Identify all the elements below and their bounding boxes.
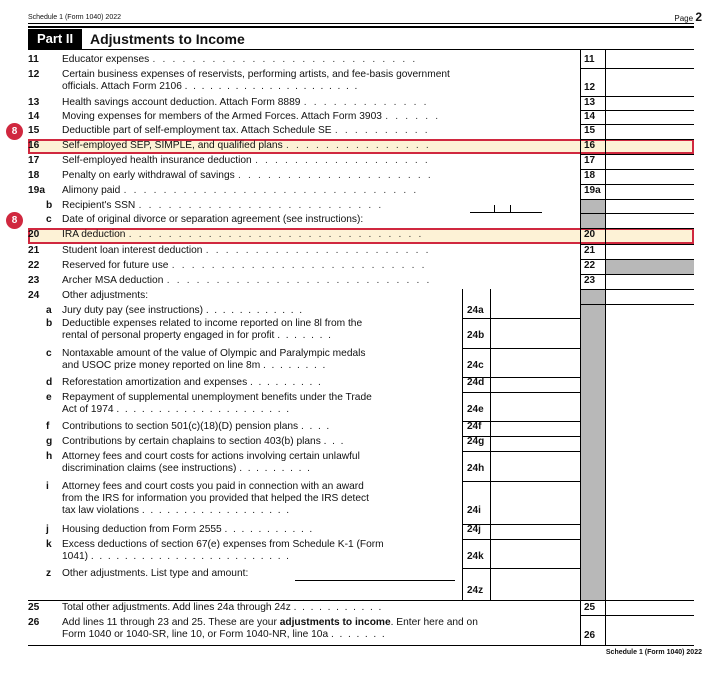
subline-text: Excess deductions of section 67(e) expenses from Schedule K-1 (Form: [62, 539, 384, 550]
line-box-number: 11: [584, 54, 595, 65]
subline-text: Contributions to section 501(c)(18)(D) pension plans . . . .: [62, 421, 330, 432]
form-subline: [28, 421, 694, 436]
subline-amount-field-24g[interactable]: [491, 436, 579, 450]
subline-box-number: 24g: [467, 436, 485, 447]
amount-field-18[interactable]: [606, 169, 694, 183]
form-subline: [28, 451, 694, 481]
line-text: IRA deduction . . . . . . . . . . . . . . . . . . . . . . . . . . . . . .: [62, 229, 422, 240]
line-number: 14: [28, 111, 40, 122]
line-box-number: 18: [584, 170, 596, 181]
leader-dots: . . . . . . . . . . . . . . . . . .: [251, 155, 429, 166]
line-box-number: 12: [584, 82, 596, 93]
line-box-number: 17: [584, 155, 596, 166]
amount-field-20[interactable]: [606, 228, 694, 243]
line-text: Student loan interest deduction . . . . . . . . . . . . . . . . . . . . . . .: [62, 245, 429, 256]
form-line: [28, 229, 694, 245]
line-number: 18: [28, 170, 40, 181]
line-number: 22: [28, 260, 40, 271]
other-adjustments-write-in[interactable]: [295, 580, 455, 581]
part-title: Adjustments to Income: [90, 31, 245, 47]
line-number: 24: [28, 290, 40, 301]
line-number: 12: [28, 69, 40, 80]
line-text: Recipient's SSN . . . . . . . . . . . . . . . . . . . . . . . . .: [62, 200, 382, 211]
subline-text: Act of 1974 . . . . . . . . . . . . . . . . . . . . .: [62, 404, 290, 415]
subline-box-number: 24j: [467, 524, 481, 535]
subline-amount-field-24j[interactable]: [491, 524, 579, 538]
subline-box-number: 24i: [467, 505, 481, 516]
subline-letter: c: [46, 348, 52, 359]
subline-letter: d: [46, 377, 53, 388]
subline-text: from the IRS for information you provided that helped the IRS detect: [62, 493, 369, 504]
subline-text: Attorney fees and court costs for actions involving certain unlawful: [62, 451, 360, 462]
line-box-number: 20: [584, 229, 596, 240]
line-text-cont: officials. Attach Form 2106 . . . . . . . . . . . . . . . . . . . . .: [62, 81, 358, 92]
line-number: 26: [28, 617, 40, 628]
subline-amount-field-24c[interactable]: [491, 348, 579, 376]
subline-box-number: 24d: [467, 377, 485, 388]
line-text: Deductible part of self-employment tax. Attach Schedule SE . . . . . . . . . .: [62, 125, 429, 136]
subline-text: Attorney fees and court costs you paid in connection with an award: [62, 481, 364, 492]
line-number: 23: [28, 275, 40, 286]
subline-text: Housing deduction from Form 2555 . . . . . . . . . . .: [62, 524, 313, 535]
subline-box-number: 24k: [467, 551, 484, 562]
line-text: Health savings account deduction. Attach Form 8889 . . . . . . . . . . . . .: [62, 97, 427, 108]
subline-text: Nontaxable amount of the value of Olympic and Paralympic medals: [62, 348, 366, 359]
line-text: Self-employed SEP, SIMPLE, and qualified plans . . . . . . . . . . . . . . .: [62, 140, 430, 151]
form-subline: [28, 348, 694, 377]
subline-box-number: 24h: [467, 463, 485, 474]
subline-text: discrimination claims (see instructions) . . . . . . . . .: [62, 463, 310, 474]
form-footer: Schedule 1 (Form 1040) 2022: [605, 649, 702, 656]
leader-dots: . . . . . . . . . . . . . . .: [282, 140, 430, 151]
form-line: [28, 214, 694, 229]
subline-letter: h: [46, 451, 53, 462]
subline-letter: a: [46, 305, 52, 316]
line-box-number: 16: [584, 140, 596, 151]
form-header-left: Schedule 1 (Form 1040) 2022: [28, 14, 121, 21]
line-text: Archer MSA deduction . . . . . . . . . . . . . . . . . . . . . . . . . . .: [62, 275, 430, 286]
form-line-25: [28, 602, 694, 616]
line-number: 19a: [28, 185, 45, 196]
subline-letter: z: [46, 568, 52, 579]
amount-field-13[interactable]: [606, 96, 694, 109]
subline-letter: j: [46, 524, 49, 535]
amount-field-14[interactable]: [606, 110, 694, 123]
line-text: Alimony paid . . . . . . . . . . . . . . . . . . . . . . . . . . . . . .: [62, 185, 417, 196]
top-rule: [28, 23, 694, 24]
leader-dots: . . . . . .: [381, 111, 439, 122]
subline-amount-field-24d[interactable]: [491, 377, 579, 391]
form-subline: [28, 318, 694, 348]
leader-dots: . . . . . . . . . . . . . . . . . . . . . . . . . . .: [163, 275, 430, 286]
step-badge: 8: [6, 123, 23, 140]
line-text: Reserved for future use . . . . . . . . . . . . . . . . . . . . . . . . . .: [62, 260, 425, 271]
line-box-number: 15: [584, 125, 596, 136]
ssn-field-underline[interactable]: [470, 212, 542, 213]
leader-dots: . . . . . . . . . . . . .: [300, 97, 427, 108]
form-subline: [28, 377, 694, 392]
subline-text: Deductible expenses related to income reported on line 8l from the: [62, 318, 363, 329]
subline-amount-field-24b[interactable]: [491, 318, 579, 347]
form-line: [28, 140, 694, 155]
part-header: [28, 26, 694, 50]
subline-box-number: 24f: [467, 421, 482, 432]
line-box-number: 19a: [584, 185, 601, 196]
line-text: Certain business expenses of reservists, performing artists, and fee-basis government: [62, 69, 450, 80]
line-letter: c: [46, 214, 52, 225]
line-text: Total other adjustments. Add lines 24a through 24z . . . . . . . . . . .: [62, 602, 382, 613]
rule-above-25: [28, 600, 694, 601]
form-line: [28, 200, 694, 214]
line-text: Date of original divorce or separation agreement (see instructions):: [62, 214, 364, 225]
form-subline: [28, 539, 694, 568]
subline-text: Other adjustments. List type and amount:: [62, 568, 249, 579]
form-subline: [28, 436, 694, 451]
form-subline: [28, 568, 694, 600]
line-text: Other adjustments:: [62, 290, 149, 301]
line-text: Moving expenses for members of the Armed Forces. Attach Form 3903 . . . . . .: [62, 111, 439, 122]
leader-dots: . . . . . . . . . . . . . . . . . . . . . . . . . . .: [149, 54, 416, 65]
line-box-number: 21: [584, 245, 596, 256]
subline-amount-field-24z[interactable]: [491, 568, 579, 599]
form-line: [28, 125, 694, 140]
subline-amount-field-24f[interactable]: [491, 421, 579, 435]
ssn-divider: [494, 205, 495, 213]
subline-text: Jury duty pay (see instructions) . . . . . . . . . . . .: [62, 305, 303, 316]
form-line: [28, 245, 694, 260]
line-text: Add lines 11 through 23 and 25. These are your adjustments to income. Enter here and on: [62, 617, 478, 628]
amount-field-16[interactable]: [606, 139, 694, 153]
subline-letter: k: [46, 539, 52, 550]
subline-text: Repayment of supplemental unemployment benefits under the Trade: [62, 392, 372, 403]
subline-text: and USOC prize money reported on line 8m . . . . . . . .: [62, 360, 326, 371]
amount-field-12[interactable]: [606, 68, 694, 95]
ssn-divider: [510, 205, 511, 213]
line-text: Self-employed health insurance deduction . . . . . . . . . . . . . . . . . .: [62, 155, 429, 166]
bottom-rule: [28, 645, 694, 646]
line-text: Penalty on early withdrawal of savings . . . . . . . . . . . . . . . . . . . .: [62, 170, 432, 181]
leader-dots: . . . . . . . . . . . . . . . . . . . . . . .: [202, 245, 429, 256]
subline-letter: e: [46, 392, 52, 403]
subline-amount-field-24k[interactable]: [491, 539, 579, 567]
line-text-cont: Form 1040 or 1040-SR, line 10, or Form 1040-NR, line 10a . . . . . . .: [62, 629, 385, 640]
subline-amount-field-24e[interactable]: [491, 392, 579, 420]
form-line: [28, 69, 694, 97]
form-subline: [28, 392, 694, 421]
subline-letter: f: [46, 421, 50, 432]
subline-amount-field-24h[interactable]: [491, 451, 579, 480]
line-number: 15: [28, 125, 40, 136]
line-box-number: 26: [584, 630, 596, 641]
line-box-number: 25: [584, 602, 596, 613]
amount-field-19a[interactable]: [606, 184, 694, 198]
subline-box-number: 24c: [467, 360, 484, 371]
line-box-number: 22: [584, 260, 596, 271]
subline-text: tax law violations . . . . . . . . . . . . . . . . . .: [62, 505, 290, 516]
amount-field-25[interactable]: [606, 601, 694, 614]
line-box-number: 14: [584, 111, 596, 122]
amount-field-15[interactable]: [606, 124, 694, 138]
subline-text: Contributions by certain chaplains to section 403(b) plans . . .: [62, 436, 344, 447]
amount-field-11[interactable]: [606, 53, 694, 67]
leader-dots: . . . . . . . . . .: [331, 125, 429, 136]
line-number: 17: [28, 155, 40, 166]
subline-letter: i: [46, 481, 49, 492]
amount-field-23[interactable]: [606, 274, 694, 288]
line-letter: b: [46, 200, 53, 211]
form-line: [28, 260, 694, 275]
line-box-number: 13: [584, 97, 596, 108]
form-line: [28, 170, 694, 185]
form-line-26: [28, 617, 694, 645]
subline-text: 1041) . . . . . . . . . . . . . . . . . . . . . . . .: [62, 551, 290, 562]
line-number: 25: [28, 602, 40, 613]
adjustments-emphasis: adjustments to income: [279, 617, 391, 628]
amount-field-26[interactable]: [606, 617, 694, 644]
form-line: [28, 185, 694, 200]
subline-box-number: 24z: [467, 585, 484, 596]
subline-text: rental of personal property engaged in for profit . . . . . . .: [62, 330, 331, 341]
form-line: [28, 54, 694, 69]
line-number: 21: [28, 245, 40, 256]
leader-dots: . . . . . . . . . . . . . . . . . . . . . . . . . . . . . .: [125, 229, 422, 240]
form-line: [28, 275, 694, 290]
line-number: 20: [28, 229, 40, 240]
form-line: [28, 290, 694, 305]
leader-dots: . . . . . . . . . . . . . . . . . . . . . . . . . . . . . .: [120, 185, 417, 196]
form-subline: [28, 305, 694, 318]
line-number: 11: [28, 54, 39, 65]
amount-row-rule: [580, 615, 694, 616]
subline-box-number: 24e: [467, 404, 484, 415]
subline-letter: b: [46, 318, 53, 329]
page-number: Page 2: [674, 10, 702, 24]
subline-text: Reforestation amortization and expenses . . . . . . . . .: [62, 377, 321, 388]
line-box-number: 23: [584, 275, 596, 286]
step-badge: 8: [6, 212, 23, 229]
subline-box-number: 24a: [467, 305, 484, 316]
part-label: Part II: [28, 29, 82, 49]
leader-dots: . . . . . . . . . . . . . . . . . . . . . . . . .: [135, 200, 382, 211]
leader-dots: . . . . . . . . . . . . . . . . . . . .: [234, 170, 432, 181]
leader-dots: . . . . . . . . . . . . . . . . . . . . . . . . . .: [168, 260, 425, 271]
form-line: [28, 155, 694, 170]
subline-amount-field-24a[interactable]: [491, 305, 579, 317]
form-subline: [28, 481, 694, 524]
form-line: [28, 97, 694, 111]
subline-letter: g: [46, 436, 53, 447]
line-text: Educator expenses . . . . . . . . . . . . . . . . . . . . . . . . . . .: [62, 54, 416, 65]
subline-amount-field-24i[interactable]: [491, 481, 579, 523]
line-number: 13: [28, 97, 40, 108]
line-number: 16: [28, 140, 40, 151]
form-subline: [28, 524, 694, 539]
amount-field-17[interactable]: [606, 154, 694, 168]
subline-box-number: 24b: [467, 330, 485, 341]
form-line: [28, 111, 694, 125]
amount-field-21[interactable]: [606, 244, 694, 258]
